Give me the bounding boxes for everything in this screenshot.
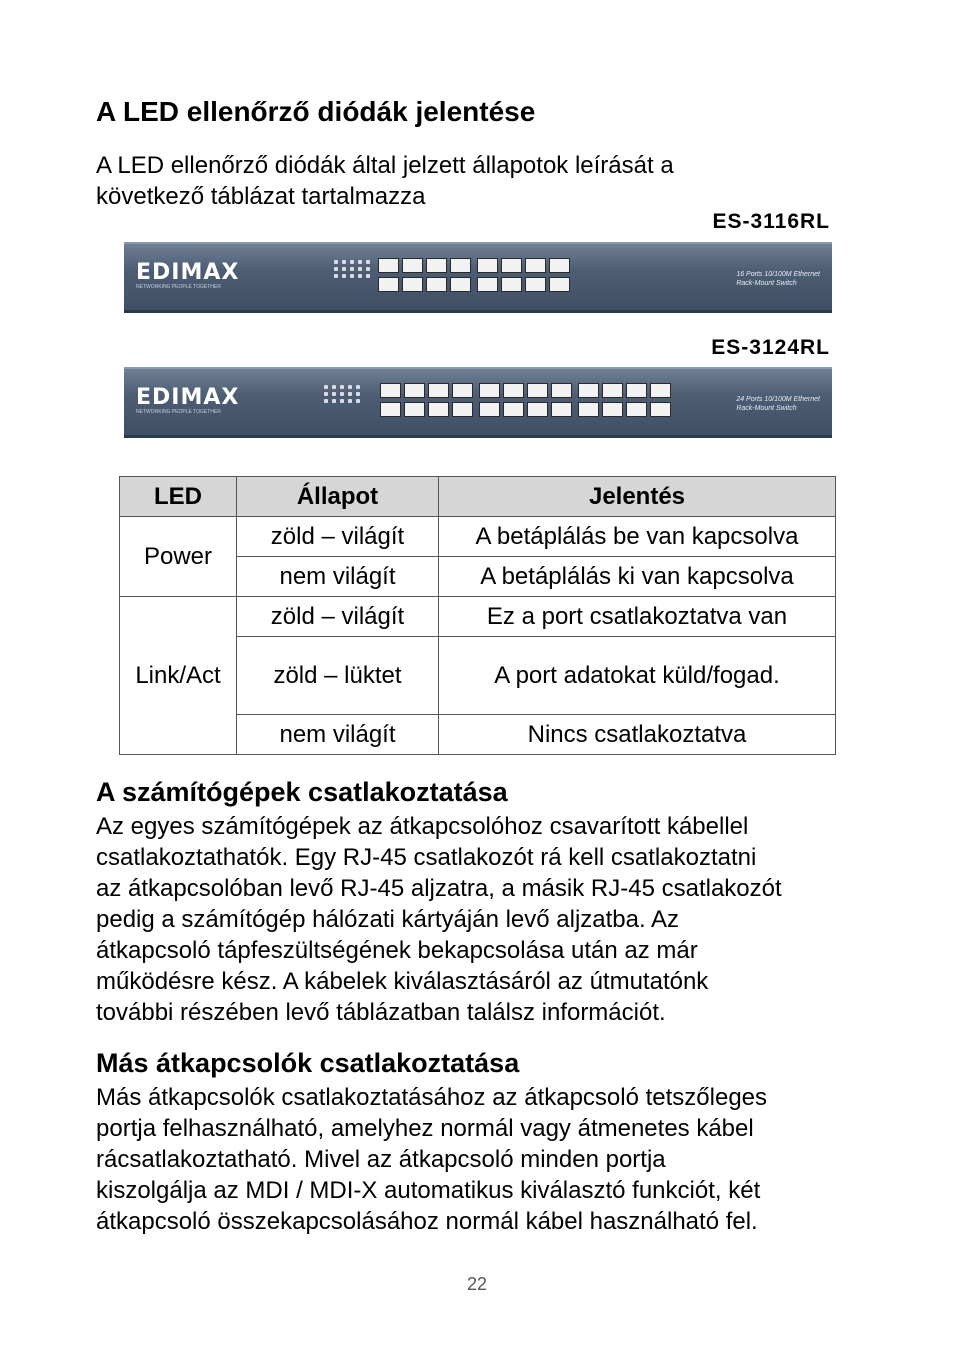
- logo-tagline: NETWORKING PEOPLE TOGETHER: [136, 284, 221, 290]
- header-led: LED: [120, 477, 237, 517]
- rj45-port-block: [380, 383, 671, 417]
- paragraph-line: átkapcsoló összekapcsolásához normál kábel használható fel.: [96, 1208, 758, 1235]
- switch-connection-paragraph: [96, 1082, 876, 1237]
- paragraph-line: portja felhasználható, amelyhez normál vagy átmenetes kábel: [96, 1115, 754, 1142]
- paragraph-line: működésre kész. A kábelek kiválasztásáról az útmutatónk: [96, 968, 709, 995]
- switch-image-24port: [124, 367, 832, 438]
- table-row: [120, 517, 836, 557]
- state-cell: zöld – világít: [237, 517, 439, 557]
- meaning-cell: Nincs csatlakoztatva: [439, 715, 836, 755]
- intro-line: következő táblázat tartalmazza: [96, 183, 426, 210]
- section-title-led: A LED ellenőrző diódák jelentése: [96, 96, 536, 127]
- switch-caption: 24 Ports 10/100M Ethernet Rack-Mount Switch: [736, 396, 820, 412]
- switch-image-16port: [124, 242, 832, 313]
- state-cell: nem világít: [237, 557, 439, 597]
- intro-line: A LED ellenőrző diódák által jelzett állapotok leírását a: [96, 152, 674, 179]
- paragraph-line: további részében levő táblázatban találsz információt.: [96, 999, 666, 1026]
- paragraph-line: csatlakoztathatók. Egy RJ-45 csatlakozót rá kell csatlakoztatni: [96, 844, 757, 871]
- edimax-logo: EDIMAX: [136, 385, 240, 410]
- state-cell: zöld – lüktet: [237, 637, 439, 715]
- meaning-cell: A betáplálás ki van kapcsolva: [439, 557, 836, 597]
- section-title-switch: Más átkapcsolók csatlakoztatása: [96, 1048, 520, 1078]
- paragraph-line: az átkapcsolóban levő RJ-45 aljzatra, a másik RJ-45 csatlakozót: [96, 875, 782, 902]
- model-label: ES-3116RL: [712, 210, 830, 233]
- paragraph-line: pedig a számítógép hálózati kártyáján levő aljzatba. Az: [96, 906, 680, 933]
- meaning-cell: A port adatokat küld/fogad.: [439, 637, 836, 715]
- meaning-cell: A betáplálás be van kapcsolva: [439, 517, 836, 557]
- header-meaning: Jelentés: [439, 477, 836, 517]
- table-row: [120, 597, 836, 637]
- rj45-port-block: [378, 258, 570, 292]
- paragraph-line: Más átkapcsolók csatlakoztatásához az átkapcsoló tetszőleges: [96, 1084, 768, 1111]
- paragraph-line: rácsatlakoztatható. Mivel az átkapcsoló minden portja: [96, 1146, 666, 1173]
- meaning-cell: Ez a port csatlakoztatva van: [439, 597, 836, 637]
- led-name-power: Power: [120, 517, 237, 597]
- model-label: ES-3124RL: [711, 336, 830, 359]
- section-title-pc: A számítógépek csatlakoztatása: [96, 777, 508, 807]
- pc-connection-paragraph: [96, 811, 876, 1028]
- state-cell: zöld – világít: [237, 597, 439, 637]
- state-cell: nem világít: [237, 715, 439, 755]
- logo-tagline: NETWORKING PEOPLE TOGETHER: [136, 409, 221, 415]
- led-intro: [96, 150, 876, 212]
- switch-caption: 16 Ports 10/100M Ethernet Rack-Mount Switch: [736, 271, 820, 287]
- led-name-linkact: Link/Act: [120, 597, 237, 755]
- paragraph-line: Az egyes számítógépek az átkapcsolóhoz csavarított kábellel: [96, 813, 749, 840]
- table-header-row: [120, 477, 836, 517]
- page-number: 22: [466, 1274, 488, 1294]
- paragraph-line: átkapcsoló tápfeszültségének bekapcsolása után az már: [96, 937, 698, 964]
- paragraph-line: kiszolgálja az MDI / MDI-X automatikus kiválasztó funkciót, két: [96, 1177, 761, 1204]
- header-state: Állapot: [237, 477, 439, 517]
- edimax-logo: EDIMAX: [136, 260, 240, 285]
- led-indicator-panel: [334, 260, 371, 278]
- led-status-table: [119, 476, 836, 755]
- led-indicator-panel: [324, 385, 361, 403]
